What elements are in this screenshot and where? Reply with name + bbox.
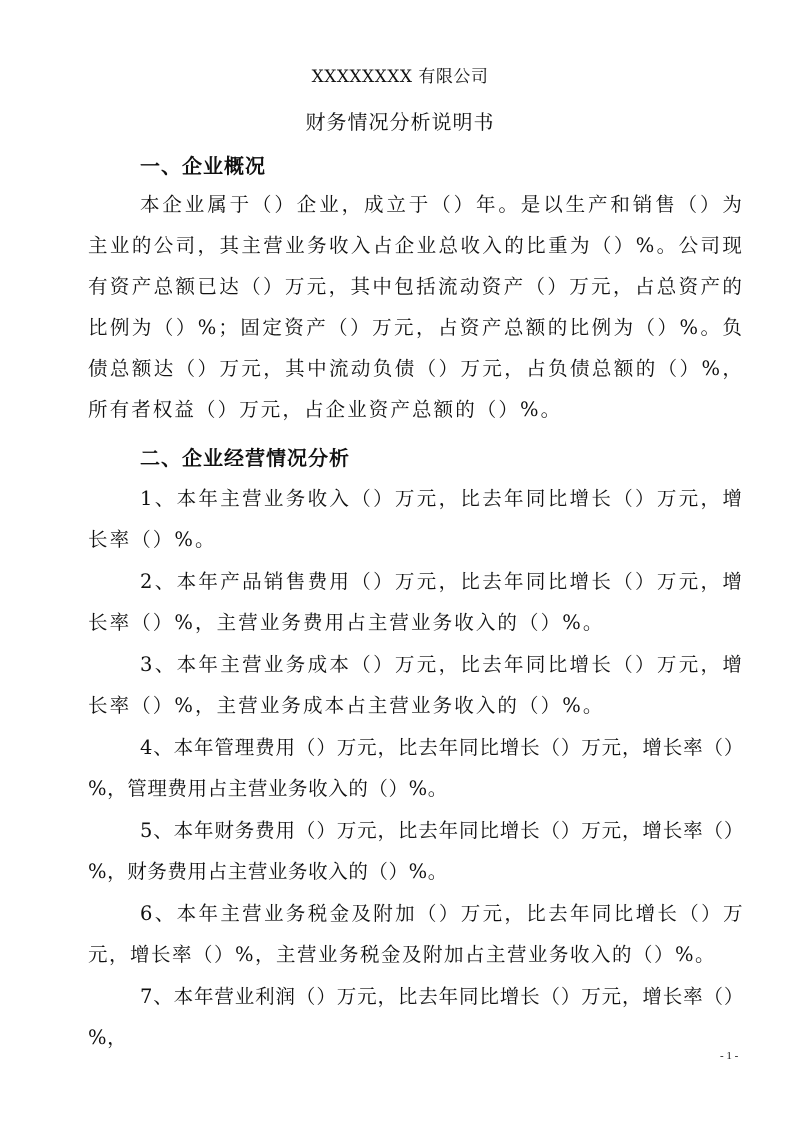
operations-item-6: 6、本年主营业务税金及附加（）万元，比去年同比增长（）万元，增长率（）%，主营业务税金及附加占主营业务收入的（）%。 (88, 902, 744, 966)
operations-item-3: 3、本年主营业务成本（）万元，比去年同比增长（）万元，增长率（）%，主营业务成本占主营业务收入的（）%。 (88, 653, 744, 717)
section-heading-operations: 二、企业经营情况分析 (140, 446, 350, 470)
company-name: XXXXXXXX 有限公司 (311, 67, 489, 87)
document-title: 财务情况分析说明书 (305, 110, 495, 134)
operations-item-5: 5、本年财务费用（）万元，比去年同比增长（）万元，增长率（）%，财务费用占主营业务收入的（）%。 (88, 819, 744, 883)
section-heading-overview: 一、企业概况 (140, 154, 266, 178)
overview-paragraph: 本企业属于（）企业，成立于（）年。是以生产和销售（）为主业的公司，其主营业务收入占企业总收入的比重为（）%。公司现有资产总额已达（）万元，其中包括流动资产（）万元，占总资产的比例为（）%；固定资产（）万元，占资产总额的比例为（）%。负债总额达（）万元，其中流动负债（）万元，占负债总额的（）%，所有者权益（）万元，占企业资产总额的（）%。 (88, 193, 744, 421)
operations-item-7: 7、本年营业利润（）万元，比去年同比增长（）万元，增长率（）%， (88, 985, 744, 1049)
operations-item-2: 2、本年产品销售费用（）万元，比去年同比增长（）万元，增长率（）%，主营业务费用占主营业务收入的（）%。 (88, 570, 744, 634)
operations-item-4: 4、本年管理费用（）万元，比去年同比增长（）万元，增长率（）%，管理费用占主营业务收入的（）%。 (88, 736, 744, 800)
page-number: - 1 - (720, 1050, 739, 1062)
operations-item-1: 1、本年主营业务收入（）万元，比去年同比增长（）万元，增长率（）%。 (88, 487, 744, 551)
